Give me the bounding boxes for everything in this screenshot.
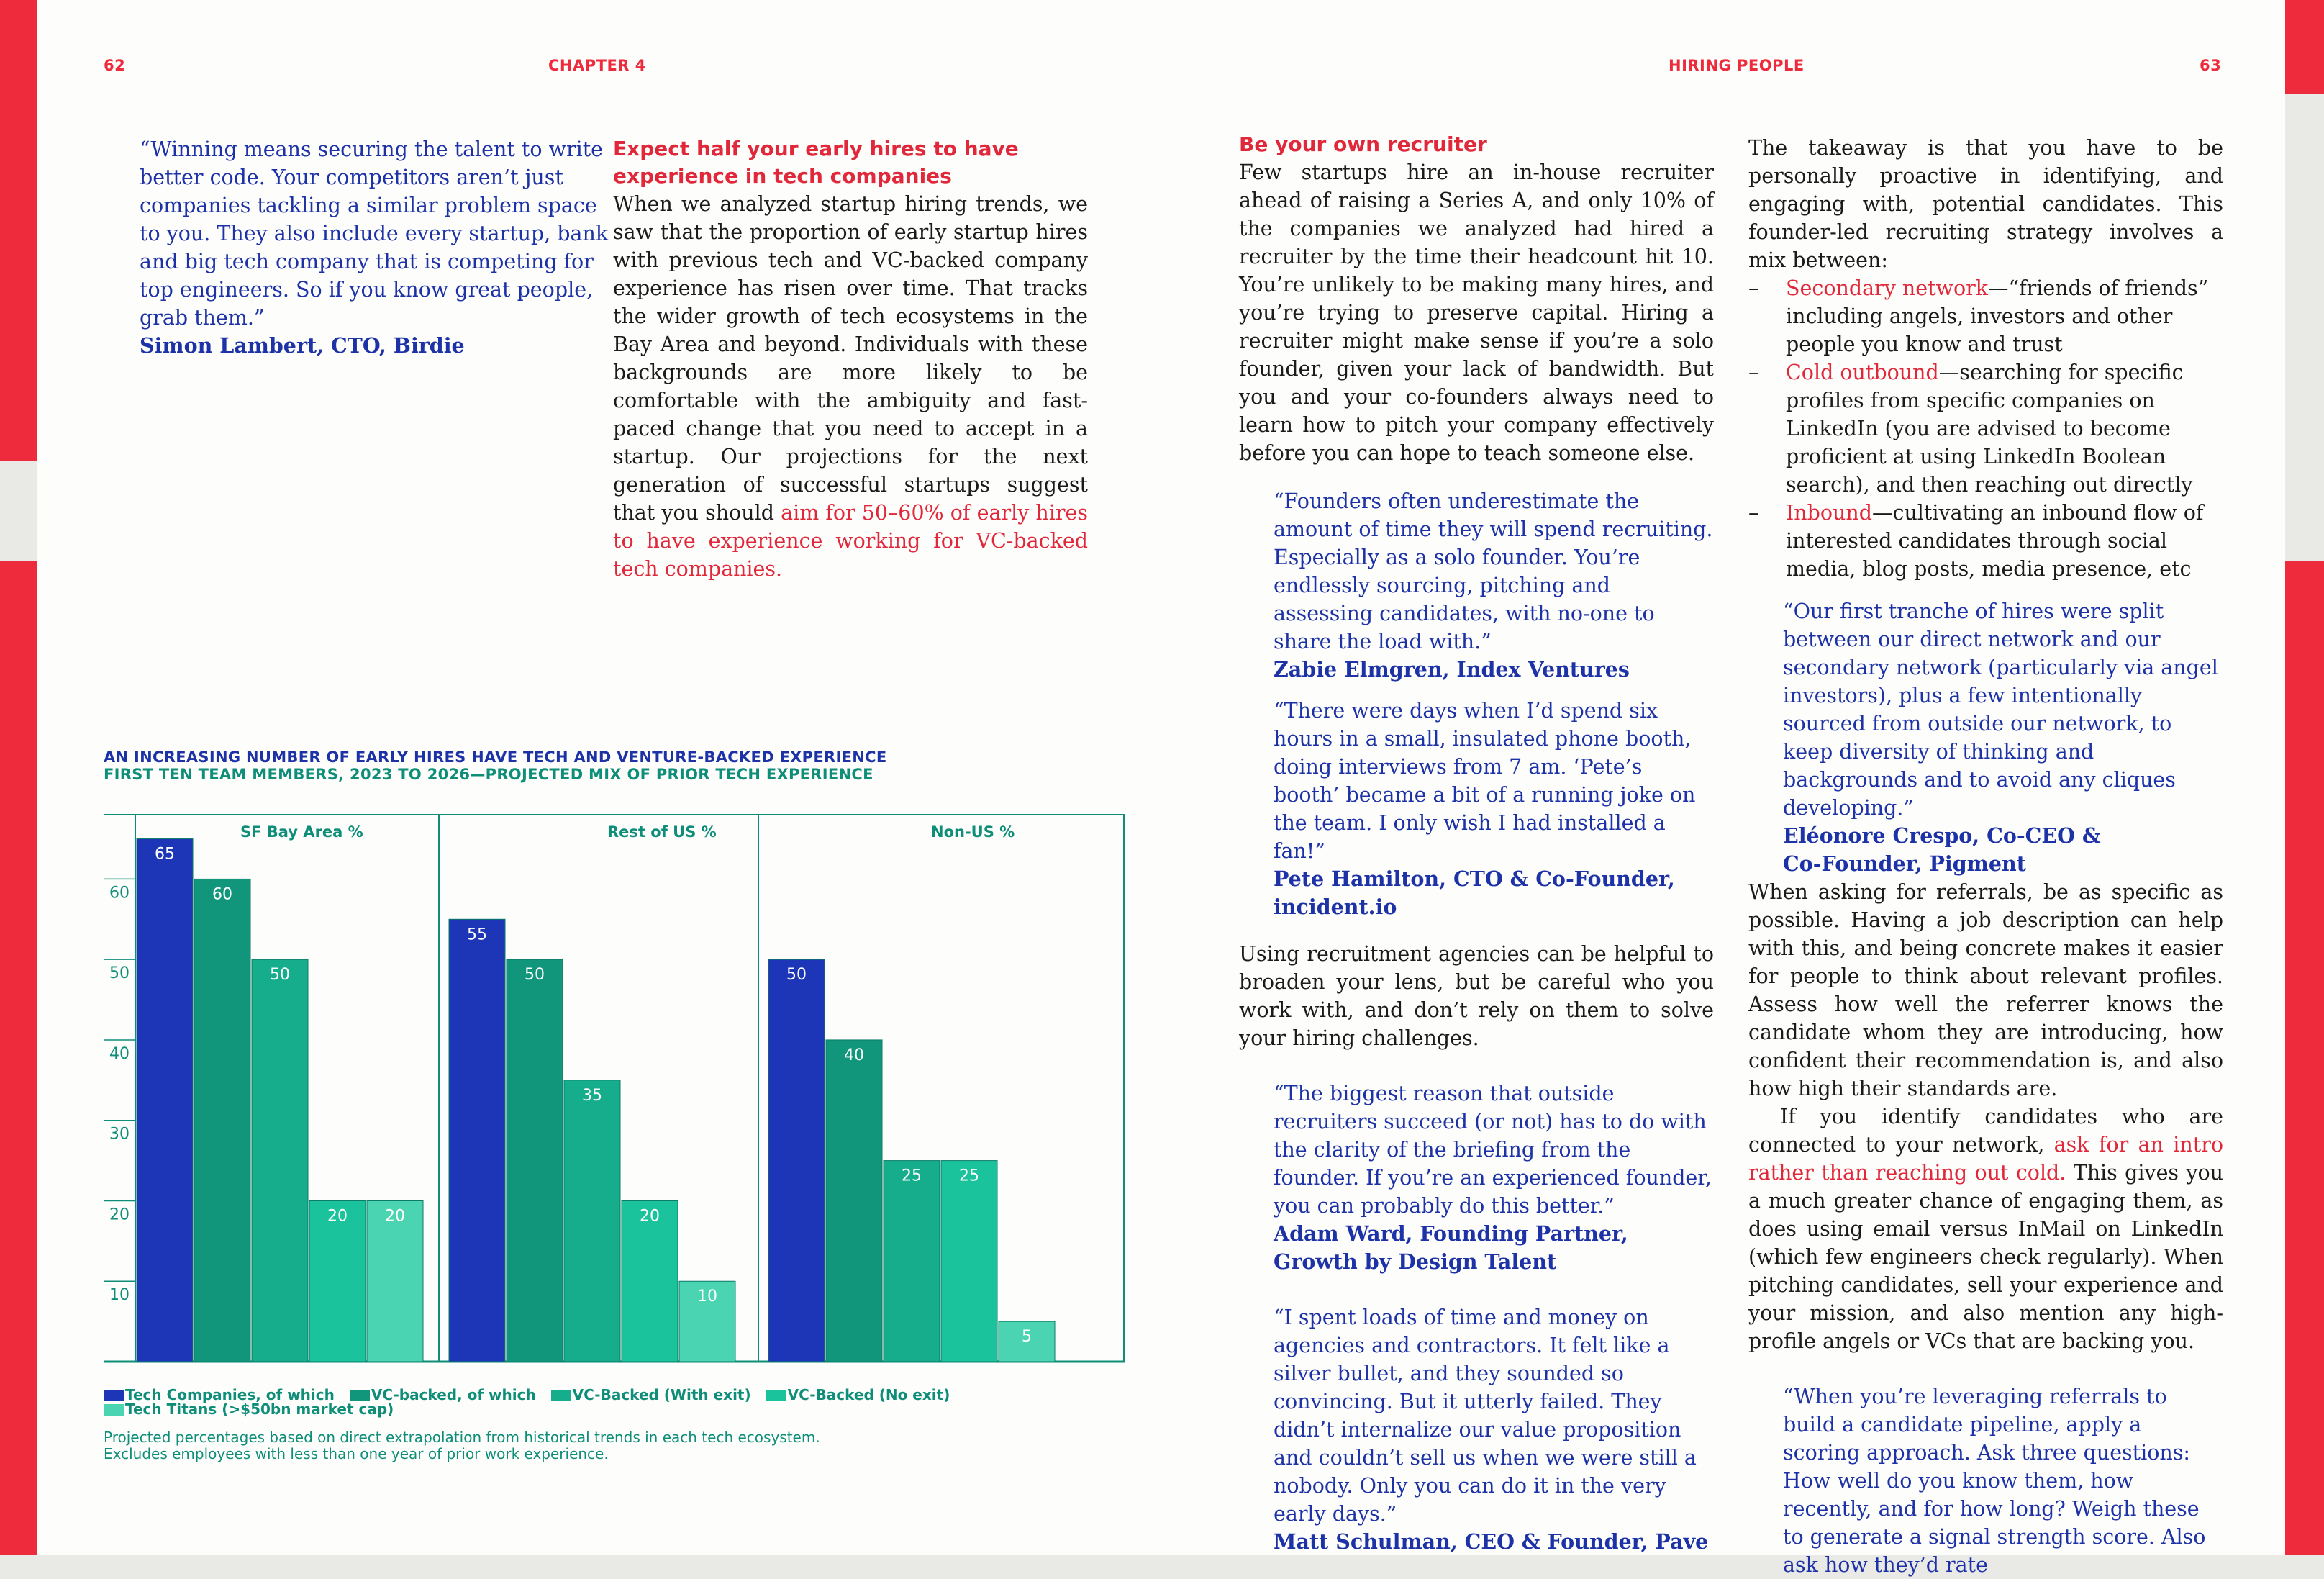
quote-attribution — [1274, 1220, 1714, 1276]
legend-label: VC-Backed (No exit) — [787, 1386, 950, 1403]
list-item-text: —searching for specific profiles from specific companies on LinkedIn (you are advised to become proficient at using LinkedIn Boolean search), and then reaching out directly — [1786, 361, 2193, 497]
quote-text: “I spent loads of time and money on agencies and contractors. It felt like a silver bullet, and they sounded so convincing. But it utterly failed. They didn’t internalize our value proposition and couldn’t sell us when we were still a nobody. Only you can do it in the very early days.” — [1274, 1306, 1697, 1526]
attr-line2: Co-Founder, Pigment — [1783, 851, 2026, 876]
bar-value-label: 60 — [212, 885, 232, 904]
body-paragraph — [613, 190, 1088, 583]
legend-label: Tech Titans (>$50bn market cap) — [125, 1401, 394, 1418]
list-item — [1748, 274, 2223, 358]
legend-label: VC-backed, of which — [371, 1386, 536, 1403]
bar-value-label: 20 — [385, 1207, 405, 1226]
quote-block-5 — [1748, 597, 2223, 878]
list-item-text: —“friends of friends” including angels, investors and other people you know and trust — [1786, 276, 2209, 356]
pull-quote: “Winning means securing the talent to write better code. Your competitors aren’t just companies tackling a similar problem space to you. They also include every startup, bank and big tech company that is competing for top engineers. So if you know great people, grab them.” — [140, 137, 609, 330]
right-column-2 — [1748, 134, 2223, 1579]
legend-label: Tech Companies, of which — [125, 1386, 335, 1403]
quote-attribution — [1783, 822, 2223, 878]
legend-swatch — [104, 1404, 124, 1416]
bar-value-label: 25 — [902, 1167, 922, 1185]
body-paragraph-3: When asking for referrals, be as specific as possible. Having a job description can help with this, and being concrete makes it easier for people to think about relevant profiles. Assess how well the referrer knows the candidate whom they are introducing, how confident their recommendation is, and also how high their standards are. — [1748, 880, 2223, 1100]
quote-text: “The biggest reason that outside recruiters succeed (or not) has to do with the clarity of the briefing from the founder. If you’re an experienced founder, you can probably do this better.” — [1274, 1082, 1712, 1218]
body-paragraph: Few startups hire an in-house recruiter ahead of raising a Series A, and only 10% of the companies we analyzed had hired a recruiter by the time their headcount hit 10. You’re unlikely to be making many hires, and you’re trying to preserve capital. Hiring a recruiter might make sense if you’re a solo founder, given your lack of bandwidth. But you and your co-founders always need to learn how to pitch your company effectively before you can hope to teach someone else. — [1239, 160, 1714, 465]
chart-footnote — [104, 1429, 820, 1462]
red-edge-left-top — [0, 0, 37, 461]
chart-footnote-line2: Excludes employees with less than one year of prior work experience. — [104, 1445, 609, 1462]
body2-pre: If you identify candidates who are connected to your network, — [1748, 1105, 2223, 1157]
legend-label: VC-Backed (With exit) — [572, 1386, 751, 1403]
legend-swatch — [104, 1390, 124, 1401]
body-paragraph-4 — [1748, 1103, 2223, 1355]
left-page — [37, 0, 1160, 1555]
bar-value-label: 55 — [467, 926, 487, 944]
page-number-right: 63 — [2200, 57, 2222, 74]
bar — [449, 919, 505, 1362]
quote-block-6 — [1748, 1383, 2223, 1579]
red-edge-right-top — [2285, 0, 2324, 94]
bar — [507, 959, 563, 1362]
quote-block-4 — [1239, 1303, 1714, 1556]
running-head-left: CHAPTER 4 — [548, 57, 646, 74]
intro-paragraph: The takeaway is that you have to be personally proactive in identifying, and engaging with, potential candidates. This founder-led recruiting strategy involves a mix between: — [1748, 136, 2223, 272]
quote-block-3 — [1239, 1080, 1714, 1276]
chart-legend — [104, 1388, 1111, 1416]
list-item-text: —cultivating an inbound flow of interested candidates through social media, blog posts, media presence, etc — [1786, 501, 2204, 581]
quote-block-1 — [1239, 487, 1714, 684]
bar — [252, 959, 308, 1362]
bar-value-label: 35 — [582, 1086, 602, 1105]
body2-post: This gives you a much greater chance of engaging them, as does using email versus InMail on LinkedIn (which few engineers check regularly). When pitching candidates, sell your experience and your mission, and also mention any high-profile angels or VCs that are backing you. — [1748, 1161, 2223, 1353]
right-column-1 — [1239, 131, 1714, 1556]
left-column-2 — [613, 135, 1088, 583]
legend-item-noexit — [766, 1388, 950, 1402]
highlight-text: aim for 50–60% of early hires to have experience working for VC-backed tech companies. — [613, 501, 1089, 581]
list-item-term: Inbound — [1786, 501, 1872, 525]
section-heading-recruiter: Be your own recruiter — [1239, 132, 1487, 156]
category-label: SF Bay Area % — [240, 823, 363, 841]
legend-swatch — [551, 1390, 571, 1401]
chart-subtitle: FIRST TEN TEAM MEMBERS, 2023 TO 2026—PROJECTED MIX OF PRIOR TECH EXPERIENCE — [104, 766, 873, 783]
category-label: Rest of US % — [607, 823, 717, 841]
quote-attribution: Matt Schulman, CEO & Founder, Pave — [1274, 1529, 1709, 1554]
left-column-1 — [140, 135, 612, 360]
attr-line2: incident.io — [1274, 895, 1397, 919]
bar-value-label: 40 — [844, 1046, 864, 1064]
legend-item-titans — [104, 1402, 394, 1416]
attr-line1: Eléonore Crespo, Co-CEO & — [1783, 823, 2101, 848]
bar — [137, 839, 193, 1362]
bar-value-label: 20 — [640, 1207, 660, 1226]
bar — [826, 1040, 882, 1362]
bar-value-label: 50 — [525, 966, 545, 985]
legend-item-exit — [551, 1388, 751, 1402]
quote-text: “There were days when I’d spend six hours in a small, insulated phone booth, doing interviews from 7 am. ‘Pete’s booth’ became a bit of a running joke on the team. I only wish I had installed a fan!” — [1274, 699, 1696, 863]
attr-line1: Pete Hamilton, CTO & Co-Founder, — [1274, 867, 1675, 891]
quote-block-2 — [1239, 697, 1714, 921]
section-heading — [613, 135, 1088, 190]
bar-value-label: 50 — [270, 966, 290, 985]
red-edge-right-middle — [2285, 561, 2324, 1555]
bar — [564, 1080, 620, 1362]
red-edge-left-bottom — [0, 561, 37, 1555]
attr-line2: Growth by Design Talent — [1274, 1249, 1557, 1274]
bar-chart — [104, 748, 1125, 1468]
y-tick-label: 10 — [109, 1286, 130, 1305]
legend-swatch — [766, 1390, 786, 1401]
list-item-term: Secondary network — [1786, 276, 1989, 300]
bar-value-label: 5 — [1022, 1328, 1032, 1347]
category-label: Non-US % — [931, 823, 1015, 841]
legend-swatch — [350, 1390, 370, 1401]
chart-plot — [104, 748, 1125, 1382]
section-heading-line2: experience in tech companies — [613, 164, 952, 188]
chart-title: AN INCREASING NUMBER OF EARLY HIRES HAVE TECH AND VENTURE-BACKED EXPERIENCE — [104, 748, 887, 766]
bar — [194, 879, 250, 1362]
bar-value-label: 50 — [786, 966, 807, 985]
attr-line1: Adam Ward, Founding Partner, — [1274, 1221, 1628, 1246]
quote-text: “When you’re leveraging referrals to build a candidate pipeline, apply a scoring approach. Ask three questions: How well do you know them, how recently, and for how long? Weigh these to generate a signal strength score. Also ask how they’d rate — [1783, 1385, 2206, 1577]
list-item — [1748, 358, 2223, 499]
bar-value-label: 20 — [327, 1207, 348, 1226]
quote-text: “Founders often underestimate the amount of time they will spend recruiting. Especially as a solo founder. You’re endlessly sourcing, pitching and assessing candidates, with no-one to share the load with.” — [1274, 489, 1713, 653]
y-tick-label: 40 — [109, 1044, 130, 1063]
y-tick-label: 30 — [109, 1125, 130, 1144]
quote-attribution — [1274, 865, 1714, 921]
section-heading-line1: Expect half your early hires to have — [613, 137, 1019, 160]
quote-attribution: Zabie Elmgren, Index Ventures — [1274, 657, 1630, 682]
running-head-right: HIRING PEOPLE — [1669, 57, 1805, 74]
strategy-list — [1748, 274, 2223, 583]
page-number-left: 62 — [104, 57, 126, 74]
list-item-term: Cold outbound — [1786, 361, 1939, 384]
y-tick-label: 50 — [109, 964, 130, 983]
body-text: When we analyzed startup hiring trends, we saw that the proportion of early startup hires with previous tech and VC-backed company experience has risen over time. That tracks the wider growth of tech ecosystems in the Bay Area and beyond. Individuals with these backgrounds are more likely to be comfortable with the ambiguity and fast-paced change that you need to accept in a startup. Our projections for the next generation of successful startups suggest that you should — [613, 192, 1088, 525]
body-paragraph-2: Using recruitment agencies can be helpful to broaden your lens, but be careful who you work with, and don’t rely on them to solve your hiring challenges. — [1239, 942, 1714, 1050]
bar — [941, 1161, 997, 1362]
quote-attribution: Simon Lambert, CTO, Birdie — [140, 333, 465, 358]
y-tick-label: 60 — [109, 884, 130, 902]
legend-item-vc — [350, 1388, 536, 1402]
legend-item-tech — [104, 1388, 335, 1402]
y-tick-label: 20 — [109, 1205, 130, 1224]
bar-value-label: 10 — [697, 1288, 717, 1306]
bar — [884, 1161, 940, 1362]
bar-value-label: 65 — [155, 845, 175, 864]
list-item — [1748, 499, 2223, 583]
quote-text: “Our first tranche of hires were split between our direct network and our secondary network (particularly via angel investors), plus a few intentionally sourced from outside our network, to keep diversity of thinking and backgrounds and to avoid any cliques developing.” — [1783, 600, 2218, 820]
chart-footnote-line1: Projected percentages based on direct extrapolation from historical trends in each tech ecosystem. — [104, 1429, 820, 1446]
bar-value-label: 25 — [959, 1167, 979, 1185]
body2-highlight: ask for an intro rather than reaching out cold. — [1748, 1133, 2223, 1185]
right-page — [1160, 0, 2285, 1577]
bar — [768, 959, 825, 1362]
